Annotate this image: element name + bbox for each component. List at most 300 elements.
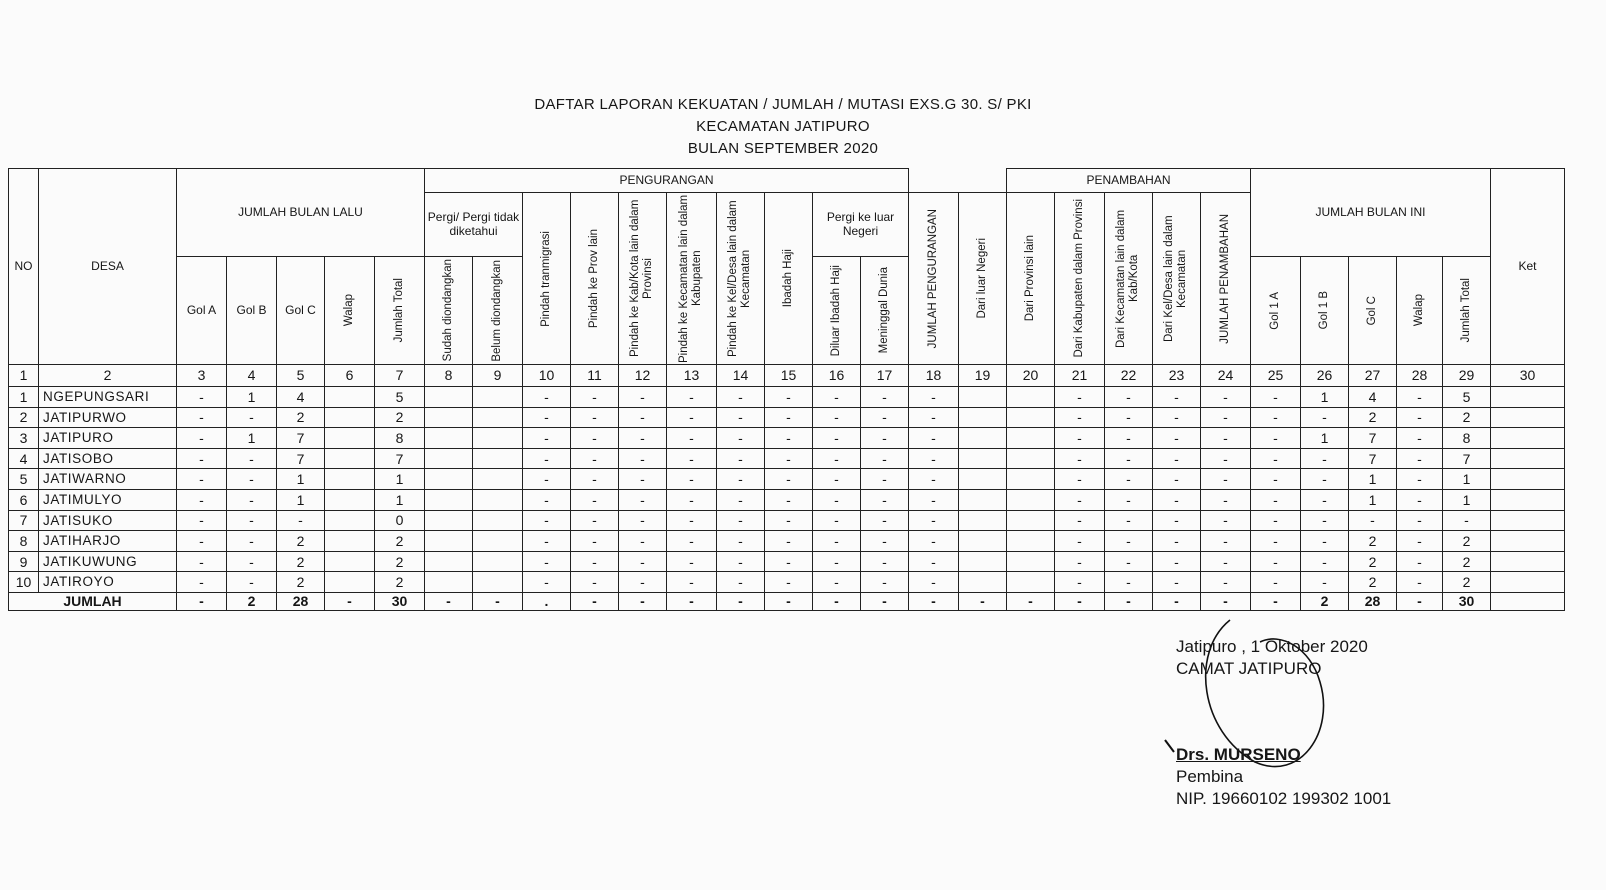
table-cell [666,448,717,470]
table-cell [618,489,667,511]
table-cell [1006,530,1055,552]
table-cell-label: - [1417,512,1422,529]
table-cell-label: 7 [1368,429,1377,446]
table-cell [618,386,667,408]
table-cell [570,407,619,429]
table-cell [472,407,523,429]
table-cell [812,489,861,511]
table-cell [1250,386,1301,408]
table-cell [908,407,959,429]
table-cell [860,571,909,593]
table-cell [1104,571,1153,593]
table-cell [764,468,813,490]
table-cell-label: - [1174,429,1179,446]
table-cell [324,427,375,449]
column-header [472,256,523,365]
table-cell-label: - [1077,471,1082,488]
table-cell-label: - [689,491,694,508]
table-cell-label: - [1273,574,1278,591]
total-cell [522,592,571,611]
column-header [1348,256,1397,365]
table-cell [1442,551,1491,573]
table-cell-label: - [640,574,645,591]
row-desa-label: JATIHARJO [43,533,121,549]
table-cell-label: - [1126,429,1131,446]
table-cell-label: - [1223,409,1228,426]
table-cell-label: - [1322,450,1327,467]
table-cell [276,551,325,573]
table-cell [666,530,717,552]
table-cell-label: - [544,388,549,405]
column-number-label: 4 [247,367,256,384]
column-header [716,192,765,365]
table-cell [324,407,375,429]
row-no-label: 5 [19,471,28,488]
table-cell [374,427,425,449]
table-cell [1348,530,1397,552]
table-cell-label: - [834,512,839,529]
table-cell-label: - [199,388,204,405]
report-subtitle-month: BULAN SEPTEMBER 2020 [687,140,879,157]
table-cell-label: - [544,574,549,591]
table-cell [1104,407,1153,429]
table-cell-label: - [738,532,743,549]
column-header-label: Dari Kel/Desa lain dalam Kecamatan [1163,215,1189,342]
header-pengurangan-label: PENGURANGAN [619,172,714,187]
total-cell-label: - [640,593,645,610]
table-cell [374,386,425,408]
row-desa [38,407,177,429]
table-cell-label: 7 [296,450,305,467]
table-cell [570,530,619,552]
table-cell [666,427,717,449]
column-number [8,364,39,387]
total-cell-label: - [1077,593,1082,610]
total-cell [908,592,959,611]
column-header-label: JUMLAH PENAMBAHAN [1218,213,1231,344]
table-cell-label: - [1273,409,1278,426]
table-cell [1442,427,1491,449]
table-cell [424,551,473,573]
table-cell [1442,386,1491,408]
column-header-label: Dari Kecamatan lain dalam Kab/Kota [1115,209,1141,348]
table-cell [1250,571,1301,593]
column-header-label: Gol A [186,302,217,317]
table-cell-label: 8 [1462,429,1471,446]
table-cell-label: - [882,450,887,467]
total-cell-label: - [1223,593,1228,610]
column-header-label: Gol C [285,302,316,317]
column-number [716,364,765,387]
table-cell-label: - [1273,388,1278,405]
row-no [8,510,39,532]
table-cell [424,571,473,593]
column-header [1006,192,1055,365]
column-number-label: 28 [1411,367,1428,384]
header-jumlah-bulan-lalu-label: JUMLAH BULAN LALU [238,204,363,219]
table-cell-label: 7 [1368,450,1377,467]
table-cell [1348,448,1397,470]
column-header [764,192,813,365]
table-cell [1490,427,1565,449]
column-number-label: 18 [925,367,942,384]
table-cell-label: - [931,450,936,467]
table-cell [1300,551,1349,573]
table-cell-label: - [199,574,204,591]
table-cell [1200,510,1251,532]
table-cell-label: 2 [395,553,404,570]
table-cell [324,386,375,408]
column-number-label: 7 [395,367,404,384]
column-header [1054,192,1105,365]
column-number [472,364,523,387]
header-penambahan-label: PENAMBAHAN [1086,172,1171,187]
total-cell [424,592,473,611]
table-cell-label: - [1273,553,1278,570]
table-cell [812,510,861,532]
table-cell [716,427,765,449]
row-desa [38,510,177,532]
total-cell [1200,592,1251,611]
column-number-label: 19 [974,367,991,384]
table-cell-label: - [640,450,645,467]
total-cell [1300,592,1349,611]
table-cell [1054,530,1105,552]
table-cell-label: - [834,409,839,426]
row-desa-label: JATIPURO [43,430,114,446]
table-cell-label: - [592,512,597,529]
column-number [812,364,861,387]
table-cell-label: - [1077,532,1082,549]
table-cell [1396,386,1443,408]
table-cell [1300,530,1349,552]
table-cell-label: - [738,429,743,446]
row-desa-label: NGEPUNGSARI [43,389,150,405]
table-cell-label: - [1322,409,1327,426]
table-cell-label: - [689,553,694,570]
table-cell [666,468,717,490]
row-desa-label: JATISUKO [43,512,113,528]
table-cell [958,427,1007,449]
table-cell [1250,530,1301,552]
table-cell [472,530,523,552]
column-number [1490,364,1565,387]
column-header [424,256,473,365]
table-cell-label: - [834,574,839,591]
total-cell-label: - [446,593,451,610]
table-cell-label: - [249,450,254,467]
table-cell-label: - [640,409,645,426]
table-cell [276,468,325,490]
total-cell [176,592,227,611]
table-cell [1054,571,1105,593]
table-cell-label: - [544,553,549,570]
table-cell-label: - [834,491,839,508]
total-cell [472,592,523,611]
table-cell [424,407,473,429]
total-cell-label: . [544,593,549,610]
table-cell [424,448,473,470]
table-cell-label: 1 [296,491,305,508]
table-cell-label: - [834,532,839,549]
table-cell-label: - [249,491,254,508]
table-cell [1006,427,1055,449]
table-cell-label: - [1417,532,1422,549]
table-cell-label: - [1077,409,1082,426]
table-cell-label: 1 [395,471,404,488]
column-number [1152,364,1201,387]
table-cell [1006,448,1055,470]
table-cell [1300,510,1349,532]
table-cell [176,427,227,449]
table-cell [570,571,619,593]
table-cell [374,551,425,573]
table-cell [1490,551,1565,573]
column-header [176,256,227,365]
table-cell-label: 1 [1320,429,1329,446]
column-number-label: 20 [1022,367,1039,384]
column-number [522,364,571,387]
column-number-label: 24 [1217,367,1234,384]
table-cell [522,489,571,511]
table-cell [1396,448,1443,470]
table-cell [1152,510,1201,532]
column-number-label: 13 [683,367,700,384]
table-cell [764,407,813,429]
table-cell [666,551,717,573]
table-cell [1250,427,1301,449]
table-cell [1152,551,1201,573]
table-cell [812,551,861,573]
table-cell-label: - [592,429,597,446]
column-header [1396,256,1443,365]
row-no [8,551,39,573]
table-cell-label: - [1322,491,1327,508]
table-cell [374,468,425,490]
table-cell [176,551,227,573]
column-header-label: Dari Provinsi lain [1023,235,1036,322]
table-cell [764,489,813,511]
table-cell [472,386,523,408]
column-number-label: 16 [828,367,845,384]
table-cell-label: - [786,532,791,549]
table-cell-label: - [834,429,839,446]
column-header-label: Pindah ke Kel/Desa lain dalam Kecamatan [727,200,753,357]
table-cell [276,386,325,408]
total-cell-label: 28 [1364,593,1381,610]
row-no-label: 4 [19,450,28,467]
table-cell-label: - [786,429,791,446]
table-cell [1348,510,1397,532]
table-cell-label: - [640,388,645,405]
table-cell [176,386,227,408]
table-cell-label: - [1223,574,1228,591]
table-cell-label: - [1322,532,1327,549]
total-cell-label: - [738,593,743,610]
table-cell-label: - [689,471,694,488]
table-cell [472,448,523,470]
report-title: DAFTAR LAPORAN KEKUATAN / JUMLAH / MUTASI EXS.G 30. S/ PKI [534,96,1032,113]
report-subtitle-district: KECAMATAN JATIPURO [696,118,870,135]
column-header-label: Pindah ke Kab/Kota lain dalam Provinsi [629,199,655,358]
table-cell [908,386,959,408]
column-number [1104,364,1153,387]
header-ket-label: Ket [1518,258,1537,273]
column-header-label: Walap [1412,294,1425,327]
table-cell [226,407,277,429]
column-number [1300,364,1349,387]
total-cell-label: - [1028,593,1033,610]
table-cell [1490,386,1565,408]
row-no-label: 6 [19,491,28,508]
row-no [8,489,39,511]
total-cell [276,592,325,611]
table-cell-label: - [199,429,204,446]
table-cell [1396,571,1443,593]
table-cell-label: - [640,471,645,488]
table-cell [958,407,1007,429]
column-number-label: 26 [1316,367,1333,384]
total-cell-label: - [1126,593,1131,610]
row-desa [38,489,177,511]
column-number [38,364,177,387]
row-no [8,530,39,552]
table-cell [1104,448,1153,470]
row-no-label: 7 [19,512,28,529]
table-cell [226,510,277,532]
total-cell-label: 28 [292,593,309,610]
table-cell [716,407,765,429]
total-cell-label: - [834,593,839,610]
table-cell [1200,571,1251,593]
row-desa [38,386,177,408]
table-cell [716,530,765,552]
table-cell [324,551,375,573]
table-cell [424,489,473,511]
table-cell [1442,407,1491,429]
table-cell-label: 1 [1320,388,1329,405]
table-cell-label: - [1077,512,1082,529]
total-cell [716,592,765,611]
table-cell [276,530,325,552]
table-cell [1104,427,1153,449]
column-number [226,364,277,387]
table-cell-label: - [544,429,549,446]
table-cell [472,510,523,532]
table-cell [1200,489,1251,511]
column-number-label: 9 [493,367,502,384]
row-desa [38,448,177,470]
table-cell-label: - [1223,553,1228,570]
table-cell-label: 2 [296,574,305,591]
table-cell-label: 4 [296,388,305,405]
table-cell-label: - [1174,512,1179,529]
column-number-label: 27 [1364,367,1381,384]
table-cell-label: - [882,471,887,488]
table-cell-label: - [592,491,597,508]
table-cell-label: - [931,532,936,549]
table-cell [472,551,523,573]
table-cell [666,407,717,429]
table-cell [1348,489,1397,511]
official-rank: Pembina [1176,767,1244,786]
table-cell-label: 2 [1462,409,1471,426]
total-cell-label: 2 [247,593,256,610]
column-number-label: 15 [780,367,797,384]
column-number [666,364,717,387]
column-header [908,192,959,365]
table-cell-label: 1 [1462,471,1471,488]
table-cell [764,530,813,552]
table-cell [860,468,909,490]
column-header-label: Meninggal Dunia [877,267,890,354]
table-cell [1442,510,1491,532]
column-number-label: 6 [345,367,354,384]
table-cell [176,468,227,490]
table-cell [472,468,523,490]
table-cell [860,551,909,573]
column-header [958,192,1007,365]
table-cell [1490,468,1565,490]
table-cell-label: - [640,512,645,529]
table-cell [374,530,425,552]
table-cell-label: - [1417,450,1422,467]
table-cell [324,489,375,511]
table-cell-label: - [1077,574,1082,591]
table-cell [1348,427,1397,449]
table-cell-label: - [738,553,743,570]
table-cell [860,489,909,511]
table-cell [522,386,571,408]
column-number [1200,364,1251,387]
table-cell [618,427,667,449]
column-header [860,256,909,365]
column-header [1442,256,1491,365]
table-cell-label: 2 [1462,574,1471,591]
column-number-label: 3 [197,367,206,384]
table-cell-label: - [1273,471,1278,488]
table-cell [1300,468,1349,490]
table-cell-label: - [1126,512,1131,529]
column-number [570,364,619,387]
table-cell [522,510,571,532]
table-cell-label: - [544,450,549,467]
table-cell-label: - [882,532,887,549]
table-cell-label: - [298,512,303,529]
table-cell-label: - [1077,491,1082,508]
table-cell [472,489,523,511]
column-number [764,364,813,387]
table-cell [324,530,375,552]
total-cell-label: - [1417,593,1422,610]
total-cell [1396,592,1443,611]
row-desa [38,571,177,593]
table-cell [1348,407,1397,429]
header-penambahan [1006,168,1251,193]
table-cell [1006,551,1055,573]
table-cell [226,468,277,490]
table-cell [1348,551,1397,573]
table-cell-label: - [592,574,597,591]
column-number-label: 10 [538,367,555,384]
table-cell [324,571,375,593]
header-ket [1490,168,1565,365]
table-cell [1006,407,1055,429]
total-cell [958,592,1007,611]
table-cell [176,510,227,532]
table-cell [472,427,523,449]
row-no-label: 3 [19,429,28,446]
